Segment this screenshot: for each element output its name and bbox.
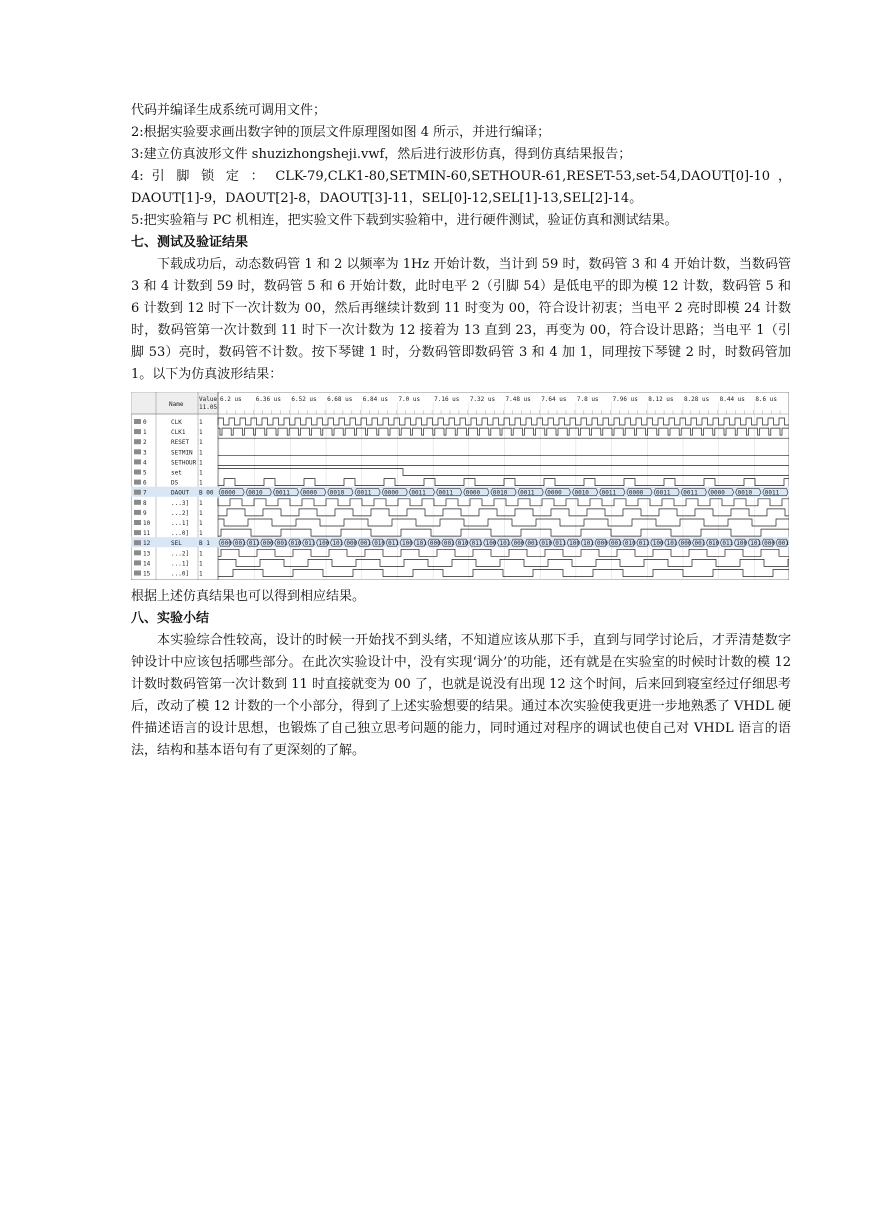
signal-pin-icon xyxy=(134,530,141,535)
time-label: 6.2 us xyxy=(220,396,242,403)
signal-value: 1 xyxy=(199,469,203,477)
bus-value: 011 xyxy=(555,540,567,548)
signal-value: B 00 xyxy=(199,489,214,497)
signal-index: 4 xyxy=(143,459,147,467)
signal-value: 1 xyxy=(199,449,203,457)
signal-pin-icon xyxy=(134,459,141,464)
bus-value: 101 xyxy=(750,540,762,548)
signal-index: 6 xyxy=(143,479,147,487)
signal-name: SETHOUR xyxy=(171,459,197,467)
signal-index: 8 xyxy=(143,499,147,507)
bus-value: 0000 xyxy=(465,489,481,497)
section-heading-8: 八、实验小结 xyxy=(131,611,210,626)
signal-name: CLK xyxy=(171,419,182,426)
simulation-waveform xyxy=(131,392,789,580)
signal-value: 1 xyxy=(199,429,203,437)
signal-index: 0 xyxy=(143,419,147,426)
bus-value: 011 xyxy=(304,540,316,548)
bus-value: 101 xyxy=(415,540,427,548)
bus-value: 100 xyxy=(485,540,497,548)
bus-value: 011 xyxy=(248,540,260,548)
bus-value: 0010 xyxy=(574,489,589,497)
header-name: Name xyxy=(169,401,184,408)
bus-value: 0011 xyxy=(411,489,426,497)
step-4-line-1: 4: 引 脚 锁 定 ： CLK-79,CLK1-80,SETMIN-60,SETHOUR-61,RESET-53,set-54,DAOUT[0]-10 ， xyxy=(131,169,791,184)
signal-name: ...0] xyxy=(171,570,190,578)
bus-value: 101 xyxy=(499,540,511,548)
signal-name: ...2] xyxy=(171,509,190,517)
signal-name: DAOUT xyxy=(171,489,190,497)
signal-pin-icon xyxy=(134,480,141,485)
signal-index: 14 xyxy=(143,560,151,568)
bus-value: 0010 xyxy=(737,489,753,497)
signal-value: 1 xyxy=(199,530,203,538)
bus-value: 0010 xyxy=(492,489,508,497)
step-2: 2:根据实验要求画出数字钟的顶层文件原理图如图 4 所示，并进行编译； xyxy=(131,125,551,140)
signal-value: 1 xyxy=(199,520,203,527)
document-page xyxy=(131,100,791,762)
signal-index: 12 xyxy=(143,540,151,548)
time-label: 7.48 us xyxy=(505,396,531,403)
signal-pin-icon xyxy=(134,571,141,576)
signal-pin-icon xyxy=(134,449,141,454)
signal-pin-icon xyxy=(134,470,141,475)
bus-value: 000 xyxy=(597,540,608,548)
header-value-time: 11.05 xyxy=(199,404,218,411)
bus-value: 0010 xyxy=(248,489,263,497)
bus-value: 100 xyxy=(318,540,330,548)
signal-value: 1 xyxy=(199,550,203,558)
bus-value: 0011 xyxy=(275,489,290,497)
time-label: 8.44 us xyxy=(719,396,745,403)
signal-value: 1 xyxy=(199,499,203,507)
bus-value: 101 xyxy=(332,540,344,548)
signal-name: ...1] xyxy=(171,520,190,527)
bus-value: 001 xyxy=(778,540,789,548)
bus-value: 0011 xyxy=(764,489,780,497)
signal-index: 3 xyxy=(143,449,147,457)
time-label: 6.52 us xyxy=(291,396,317,403)
time-label: 8.12 us xyxy=(648,396,674,403)
paragraph-8: 本实验综合性较高，设计的时候一开始找不到头绪，不知道应该从那下手，直到与同学讨论后，才弄清楚数字钟设计中应该包括哪些部分。在此次实验设计中，没有实现‘调分’的功能，还有就是在实验室的时候时计数的模 12 计数时数码管第一次计数到 11 时直接就变为 00 了，也就是说没有出现 12 这个时间，后来回到寝室经过仔细思考后，改动了模 12 计数的一个小部分，得到了上述实验想要的结果。通过本次实验使我更进一步地熟悉了 VHDL 硬件描述语言的设计思想，也锻炼了自己独立思考问题的能力，同时通过对程序的调试也使自己对 VHDL 语言的语法，结构和基本语句有了更深刻的了解。 xyxy=(131,633,791,758)
signal-index: 13 xyxy=(143,550,151,558)
bus-value: 0000 xyxy=(710,489,725,497)
signal-pin-icon xyxy=(134,439,141,444)
bus-value: 0000 xyxy=(384,489,399,497)
signal-name: ...1] xyxy=(171,560,190,568)
signal-name: ...0] xyxy=(171,530,190,538)
bus-value: 0011 xyxy=(601,489,617,497)
bus-value: 0010 xyxy=(329,489,345,497)
signal-index: 10 xyxy=(143,520,151,527)
bus-value: 0000 xyxy=(547,489,562,497)
signal-pin-icon xyxy=(134,560,141,565)
signal-value: 1 xyxy=(199,439,203,447)
signal-value: B 1 xyxy=(199,540,210,548)
signal-pin-icon xyxy=(134,510,141,515)
bus-value: 010 xyxy=(708,540,720,548)
signal-name: ...2] xyxy=(171,550,190,558)
bus-value: 001 xyxy=(276,540,288,548)
signal-value: 1 xyxy=(199,419,203,426)
time-label: 7.64 us xyxy=(541,396,567,403)
signal-index: 2 xyxy=(143,439,147,447)
time-label: 7.96 us xyxy=(612,396,638,403)
time-label: 7.8 us xyxy=(576,396,599,403)
signal-name: DS xyxy=(171,479,179,487)
waveform-svg xyxy=(131,392,789,580)
signal-pin-icon xyxy=(134,550,141,555)
bus-value: 011 xyxy=(471,540,483,548)
signal-name: set xyxy=(171,469,182,477)
signal-value: 1 xyxy=(199,560,203,568)
signal-pin-icon xyxy=(134,429,141,434)
step-3: 3:建立仿真波形文件 shuzizhongsheji.vwf，然后进行波形仿真，得到仿真结果报告； xyxy=(131,147,632,162)
signal-name: ...3] xyxy=(171,499,190,507)
paragraph-7: 下载成功后，动态数码管 1 和 2 以频率为 1Hz 开始计数，当计到 59 时，数码管 3 和 4 开始计数，当数码管 3 和 4 计数到 59 时，数码管 5 和 6 开始计数，此时电平 2（引脚 54）是低电平的即为模 12 计数，数码管 5 和 6 计数到 12 时下一次计数为 00，然后再继续计数到 11 时变为 00，符合设计初衷；当电平 2 亮时即模 24 计数时，数码管第一次计数到 11 时下一次计数为 12 接着为 13 直到 23，再变为 00，符合设计思路；当电平 1（引脚 53）亮时，数码管不计数。按下琴键 1 时，分数码管即数码管 3 和 4 加 1，同理按下琴键 2 时，时数码管加 1。以下为仿真波形结果： xyxy=(131,257,791,382)
signal-pin-icon xyxy=(134,520,141,525)
signal-pin-icon xyxy=(134,500,141,505)
header-value: Value xyxy=(199,396,218,403)
bus-value: 100 xyxy=(569,540,581,548)
bus-value: 0000 xyxy=(628,489,644,497)
time-label: 6.36 us xyxy=(255,396,281,403)
signal-pin-icon xyxy=(134,490,141,495)
signal-name: SEL xyxy=(171,540,182,548)
bus-value: 010 xyxy=(541,540,553,548)
time-label: 7.32 us xyxy=(469,396,496,403)
bus-value: 0011 xyxy=(656,489,671,497)
signal-index: 15 xyxy=(143,570,151,578)
bus-value: 0011 xyxy=(683,489,698,497)
signal-name: CLK1 xyxy=(171,429,186,437)
signal-index: 5 xyxy=(143,469,147,477)
signal-value: 1 xyxy=(199,509,203,517)
step-5: 5:把实验箱与 PC 机相连，把实验文件下载到实验箱中，进行硬件测试，验证仿真和测试结果。 xyxy=(131,213,678,228)
bus-value: 100 xyxy=(652,540,664,548)
time-label: 8.6 us xyxy=(755,396,777,403)
bus-value: 011 xyxy=(722,540,734,548)
signal-index: 9 xyxy=(143,509,147,517)
bus-value: 010 xyxy=(290,540,302,548)
bus-value: 000 xyxy=(513,540,525,548)
signal-value: 1 xyxy=(199,570,203,578)
bus-value: 000 xyxy=(221,540,232,548)
bus-value: 0011 xyxy=(356,489,372,497)
bus-value: 001 xyxy=(360,540,372,548)
step-4-line-2: DAOUT[1]-9，DAOUT[2]-8，DAOUT[3]-11，SEL[0]-12,SEL[1]-13,SEL[2]-14。 xyxy=(131,191,643,206)
bus-value: 100 xyxy=(736,540,748,548)
bus-value: 000 xyxy=(262,540,274,548)
signal-index: 11 xyxy=(143,530,151,538)
signal-index: 1 xyxy=(143,429,147,437)
bus-value: 101 xyxy=(666,540,678,548)
time-label: 7.16 us xyxy=(434,396,460,403)
signal-pin-icon xyxy=(134,419,141,424)
bus-value: 0000 xyxy=(221,489,236,497)
signal-pin-icon xyxy=(134,540,141,545)
bus-value: 011 xyxy=(638,540,650,548)
bus-value: 0000 xyxy=(302,489,318,497)
bus-value: 011 xyxy=(388,540,399,548)
bus-value: 010 xyxy=(374,540,386,548)
bus-value: 010 xyxy=(457,540,469,548)
bus-value: 000 xyxy=(346,540,358,548)
paragraph-intro-end: 代码并编译生成系统可调用文件； xyxy=(131,103,327,118)
bus-value: 100 xyxy=(402,540,413,548)
bus-value: 0011 xyxy=(520,489,535,497)
paragraph-after-waveform: 根据上述仿真结果也可以得到相应结果。 xyxy=(131,589,366,604)
section-heading-7: 七、测试及验证结果 xyxy=(131,235,249,250)
bus-value: 010 xyxy=(624,540,636,548)
bus-value: 0011 xyxy=(438,489,453,497)
time-label: 6.84 us xyxy=(362,396,389,403)
signal-index: 7 xyxy=(143,489,147,497)
bus-value: 101 xyxy=(583,540,594,548)
signal-value: 1 xyxy=(199,479,203,487)
time-label: 7.0 us xyxy=(398,396,421,403)
bus-value: 000 xyxy=(764,540,775,548)
signal-name: RESET xyxy=(171,439,190,447)
bus-value: 001 xyxy=(610,540,622,548)
signal-value: 1 xyxy=(199,459,203,467)
bus-value: 001 xyxy=(694,540,706,548)
bus-value: 001 xyxy=(527,540,539,548)
time-label: 6.68 us xyxy=(327,396,353,403)
signal-name: SETMIN xyxy=(171,449,193,457)
bus-value: 000 xyxy=(429,540,441,548)
time-label: 8.28 us xyxy=(683,396,710,403)
bus-value: 001 xyxy=(234,540,246,548)
bus-value: 000 xyxy=(680,540,692,548)
bus-value: 001 xyxy=(443,540,455,548)
